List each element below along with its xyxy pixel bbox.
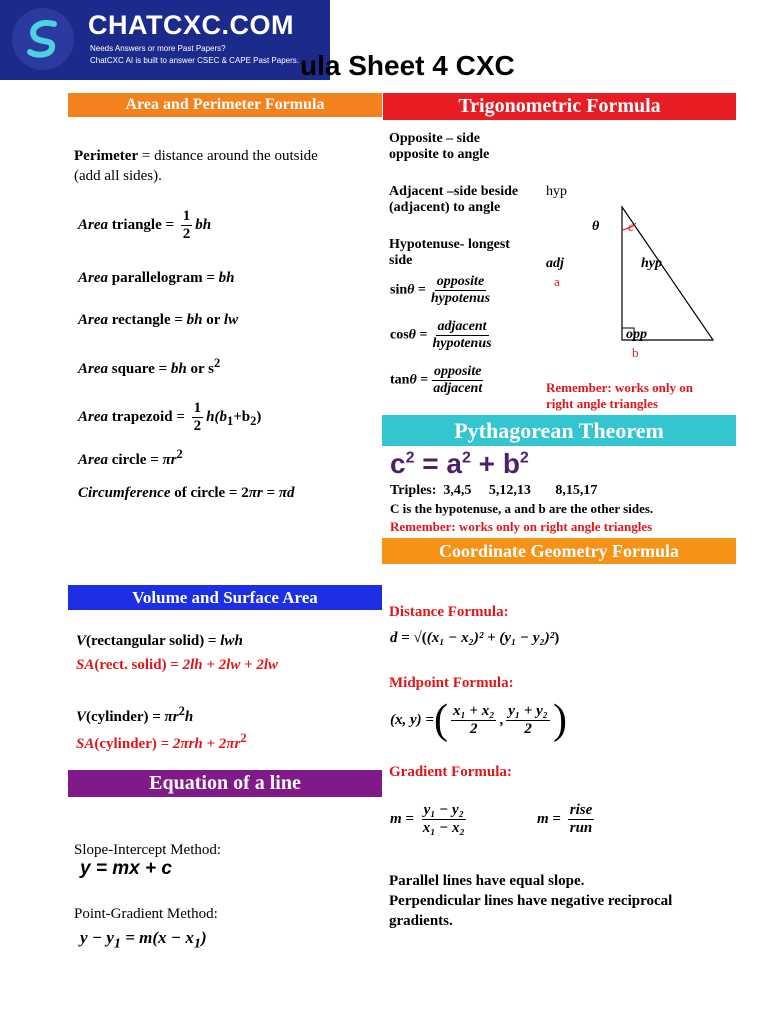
page-title: ula Sheet 4 CXC [300, 50, 515, 81]
point-gradient-eq: $y - y_1 = m(x - x_1)$ [80, 928, 207, 952]
pyth-header: Pythagorean Theorem [382, 415, 736, 446]
area-parallelogram: Area parallelogram = bh [78, 270, 235, 286]
pyth-equation: $c^2 = a^2 + b^2$ [390, 448, 529, 479]
volume-rect: V(rectangular solid) = lwh [76, 633, 243, 649]
gradient-label: Gradient Formula: [389, 764, 512, 780]
parallel-note: Parallel lines have equal slope. Perpendicular lines have negative reciprocal gradients. [389, 873, 673, 929]
trig-remember: Remember: works only on right angle triangles [546, 380, 693, 411]
volume-header: Volume and Surface Area [68, 585, 382, 610]
perimeter-definition: Perimeter = distance around the outside [74, 148, 318, 164]
area-triangle: Area triangle = $\frac{1}{2}$ bh [78, 208, 212, 242]
coord-header: Coordinate Geometry Formula [382, 538, 736, 564]
distance-formula: d = √((x₁ − x₂)² + (y₁ − y₂)²) [390, 630, 560, 646]
area-header: Area and Perimeter Formula [68, 93, 382, 117]
tan-formula: tanθ = $\frac{\text{opposite}}{\text{adjacent}}$ [390, 364, 483, 396]
area-rectangle: Area rectangle = bh or lw [78, 312, 239, 328]
trig-adjacent-def: Adjacent –side beside (adjacent) to angle [389, 184, 519, 215]
banner-brand: CHATCXC.COM [88, 10, 294, 40]
area-circle: Area circle = $\pi r^2$ [78, 447, 183, 468]
slope-intercept-label: Slope-Intercept Method: [74, 842, 222, 858]
point-gradient-label: Point-Gradient Method: [74, 906, 218, 922]
pyth-remember: Remember: works only on right angle triangles [390, 519, 653, 534]
diagram-a: a [554, 274, 560, 289]
trig-header: Trigonometric Formula [383, 93, 736, 120]
diagram-hyp: hyp [641, 256, 662, 271]
banner-tagline-1: Needs Answers or more Past Papers? [90, 44, 226, 53]
diagram-adj: adj [546, 256, 564, 271]
area-square: Area square = bh or $s^2$ [78, 356, 221, 377]
diagram-opp: opp [626, 327, 647, 342]
trig-hyp-label: hyp [546, 184, 567, 199]
volume-cylinder: V(cylinder) = $\pi r^2h$ [76, 704, 194, 725]
diagram-c: c [628, 220, 635, 235]
trig-hypotenuse-def: Hypotenuse- longest side [389, 237, 510, 268]
chatcxc-banner[interactable] [0, 0, 330, 80]
sa-cylinder: SA(cylinder) = $2\pi rh + 2\pi r^2$ [76, 731, 247, 752]
line-header: Equation of a line [68, 770, 382, 797]
sin-formula: sinθ = $\frac{\text{opposite}}{\text{hypotenus}}$ [390, 274, 491, 306]
circumference-formula: Circumference of circle = 2πr = πd [78, 485, 295, 501]
chatcxc-logo-icon [10, 6, 76, 72]
sa-rect: SA(rect. solid) = 2lh + 2lw + 2lw [76, 657, 279, 673]
rise-run-formula: m = $\frac{\text{rise}}{\text{run}}$ [537, 802, 593, 836]
gradient-formula: m = $\frac{\text{y₁ − y₂}}{\text{x₁ − x₂}}$ [390, 802, 465, 836]
distance-label: Distance Formula: [389, 604, 509, 620]
diagram-b: b [632, 345, 639, 360]
midpoint-label: Midpoint Formula: [389, 675, 514, 691]
area-trapezoid: Area trapezoid = $\frac{1}{2}$ $h(b_1+b_2)$ [78, 400, 262, 434]
cos-formula: cosθ = $\frac{\text{adjacent}}{\text{hypotenus}}$ [390, 319, 492, 351]
pyth-triples: Triples: 3,4,5 5,12,13 8,15,17 [390, 483, 598, 498]
diagram-theta: θ [592, 219, 600, 234]
perimeter-definition-2: (add all sides). [74, 168, 162, 184]
midpoint-formula: (x, y) = ( $\frac{\text{x₁ + x₂}}{2}$ , $\frac{\text{y₁ + y₂}}{2}$ ) [390, 697, 568, 743]
banner-tagline-2: ChatCXC AI is built to answer CSEC & CAPE Past Papers. [90, 56, 299, 65]
pyth-c-note: C is the hypotenuse, a and b are the other sides. [390, 501, 654, 516]
trig-opposite-def: Opposite – side opposite to angle [389, 131, 490, 162]
slope-intercept-eq: y = mx + c [80, 858, 172, 879]
